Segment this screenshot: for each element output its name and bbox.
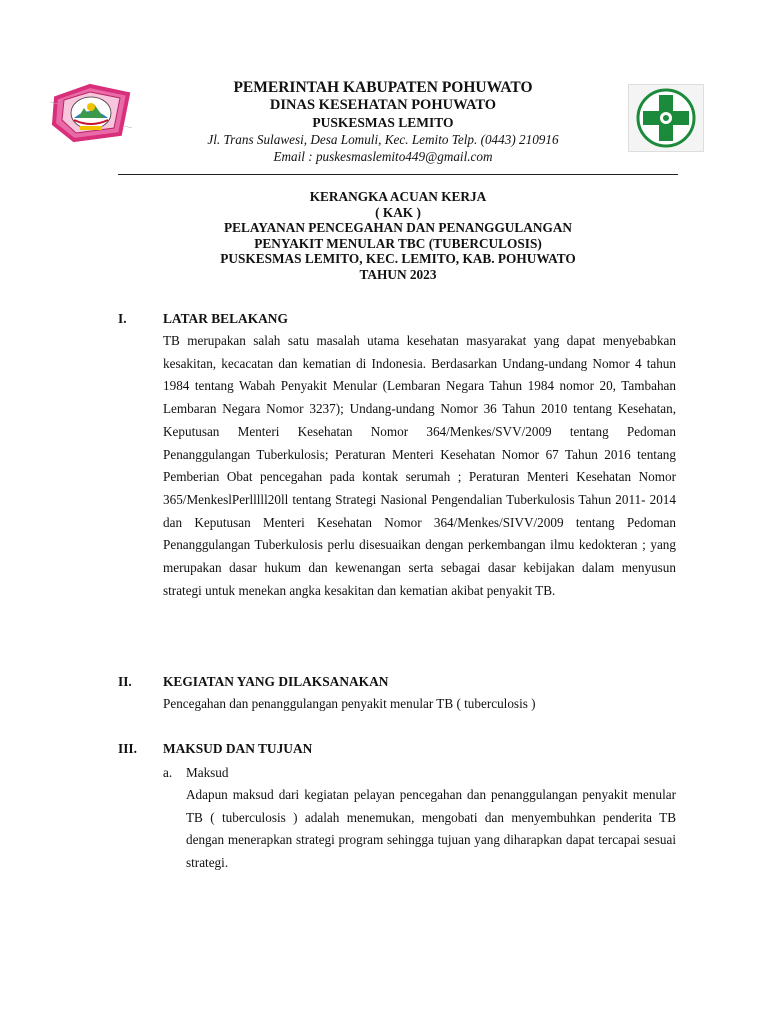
title-line: ( KAK ) bbox=[375, 204, 421, 220]
title-line: PENYAKIT MENULAR TBC (TUBERCULOSIS) bbox=[254, 235, 542, 251]
section-heading: KEGIATAN YANG DILAKSANAKAN bbox=[163, 674, 389, 689]
letterhead bbox=[130, 78, 636, 165]
letterhead-address: Jl. Trans Sulawesi, Desa Lomuli, Kec. Lemito Telp. (0443) 210916 bbox=[207, 132, 559, 147]
section-number: II. bbox=[118, 674, 132, 689]
letterhead-puskesmas: PUSKESMAS LEMITO bbox=[312, 115, 454, 130]
section-number: I. bbox=[118, 311, 127, 326]
section-body: TB merupakan salah satu masalah utama kesehatan masyarakat yang dapat menyebabkan kesakitan, kecacatan dan kematian di Indonesia. Berdasarkan Undang-undang Nomor 4 tahun 1984 tentang Wabah Penyakit Menular (Lembaran Negara Tahun 1984 nomor 20, Tambahan Lembaran Negara Nomor 3237); Undang-undang Nomor 36 Tahun 2010 tentang Kesehatan, Keputusan Menteri Kesehatan Nomor 364/Menkes/SVV/2009 tentang Pedoman Penanggulangan Tuberkulosis; Peraturan Menteri Kesehatan Nomor 67 Tahun 2016 tentang Pemberian Obat pencegahan pada kontak serumah ; Peraturan Menteri Kesehatan Nomor 365/MenkeslPerlllll20ll tentang Strategi Nasional Pengendalian Tuberkulosis Tahun 2011- 2014 dan Keputusan Menteri Kesehatan Nomor 364/Menkes/SIVV/2009 tentang Pedoman Penanggulangan Tuberkulosis perlu disesuaikan dengan perkembangan ilmu kedokteran ; yang merupakan dasar hukum dan kewenangan serta sebagai dasar kebijakan dalam menyusun strategi untuk menekan angka kesakitan dan kematian akibat penyakit TB. bbox=[163, 333, 676, 598]
section-heading: LATAR BELAKANG bbox=[163, 311, 288, 326]
document-title bbox=[118, 189, 678, 283]
title-line: KERANGKA ACUAN KERJA bbox=[309, 189, 487, 204]
section-body: Pencegahan dan penanggulangan penyakit menular TB ( tuberculosis ) bbox=[163, 696, 536, 711]
title-line: PUSKESMAS LEMITO, KEC. LEMITO, KAB. POHUWATO bbox=[220, 251, 576, 267]
title-line: TAHUN 2023 bbox=[359, 266, 437, 282]
letterhead-divider bbox=[118, 174, 678, 175]
section-number: III. bbox=[118, 741, 137, 756]
title-line: PELAYANAN PENCEGAHAN DAN PENANGGULANGAN bbox=[223, 220, 573, 236]
subsection-body: Adapun maksud dari kegiatan pelayan pencegahan dan penanggulangan penyakit menular TB ( tuberculosis ) adalah menemukan, mengobati dan menyembuhkan penderita TB dengan menerapkan strategi program sehingga tujuan yang diharapkan dapat tercapai sesuai strategi. bbox=[186, 787, 676, 871]
letterhead-government: PEMERINTAH KABUPATEN POHUWATO bbox=[233, 79, 533, 96]
subsection-label: a. bbox=[163, 765, 173, 780]
pohuwato-emblem-logo bbox=[50, 82, 132, 144]
letterhead-email: Email : puskesmaslemito449@gmail.com bbox=[273, 149, 493, 164]
subsection-title: Maksud bbox=[186, 765, 229, 780]
section-heading: MAKSUD DAN TUJUAN bbox=[163, 741, 313, 756]
puskesmas-cross-logo bbox=[628, 84, 704, 152]
letterhead-agency: DINAS KESEHATAN POHUWATO bbox=[269, 97, 497, 113]
